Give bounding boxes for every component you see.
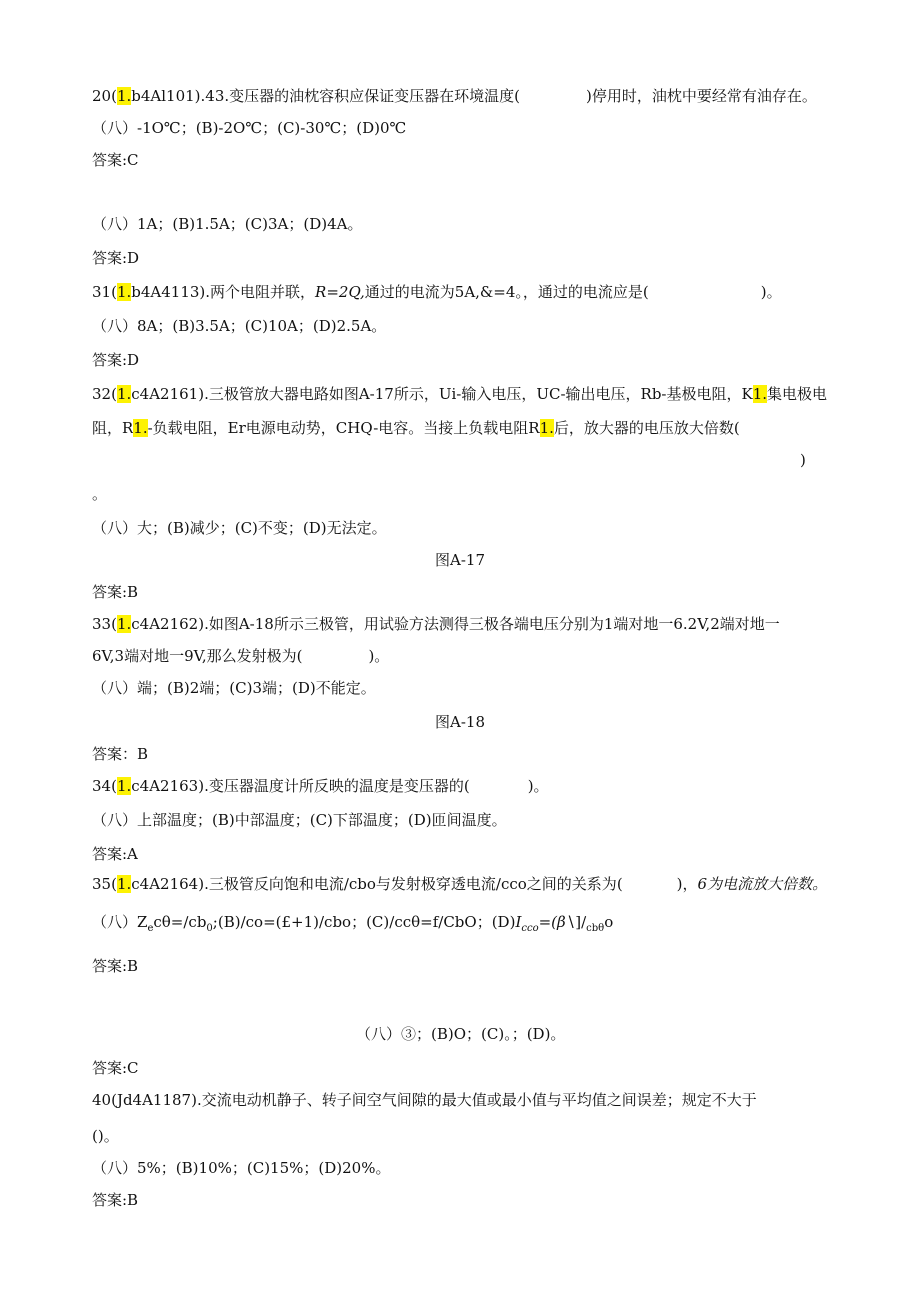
subscript: e xyxy=(147,923,154,934)
question-text: b4Al101).43.变压器的油枕容积应保证变压器在环境温度( xyxy=(131,87,521,105)
question-text: b4A4113).两个电阻并联， xyxy=(131,283,316,301)
question-text: 通过的电流为5A,&=4。，通过的电流应是( xyxy=(364,283,649,301)
question-35-answer: 答案:B xyxy=(92,957,139,975)
question-32-close-paren: ) xyxy=(800,451,806,469)
question-32-options: （八）大；(B)减少；(C)不变；(D)无法定。 xyxy=(92,519,387,537)
figure-caption-a17: 图A-17 xyxy=(435,551,485,569)
question-text: 后，放大器的电压放大倍数( xyxy=(553,419,740,437)
question-40-line-2: ()。 xyxy=(92,1127,119,1145)
question-31-options: （八）8A；(B)3.5A；(C)10A；(D)2.5A。 xyxy=(92,317,387,335)
question-34 xyxy=(92,776,549,796)
question-35 xyxy=(92,874,827,894)
formula: R=2Q, xyxy=(315,283,365,301)
question-text: 集电极电 xyxy=(767,385,828,403)
question-32-answer: 答案:B xyxy=(92,583,139,601)
question-b-answer: 答案:C xyxy=(92,1059,139,1077)
question-a-answer: 答案:D xyxy=(92,249,140,267)
question-33-options: （八）端；(B)2端；(C)3端；(D)不能定。 xyxy=(92,679,376,697)
question-20 xyxy=(92,86,817,106)
question-35-options xyxy=(92,912,613,939)
formula: I xyxy=(515,913,522,931)
highlight: 1. xyxy=(116,87,132,105)
question-text-end: )。 xyxy=(368,647,390,665)
question-text: c4A2161).三极管放大器电路如图A-17所示，Ui-输入电压，UC-输出电压，Rb-基极电阻，K xyxy=(131,385,753,403)
question-33-line-2 xyxy=(92,646,389,666)
highlight: 1. xyxy=(116,615,132,633)
question-20-options: （八）-1O℃；(B)-2O℃；(C)-30℃；(D)0℃ xyxy=(92,119,407,137)
question-40-answer: 答案:B xyxy=(92,1191,139,1209)
question-34-answer: 答案:A xyxy=(92,845,138,863)
option-text: ;(B)∕co=(£+1)/cbo；(C)∕ccθ=f∕CbO；(D) xyxy=(212,913,516,931)
option-text: （八）Z xyxy=(92,913,148,931)
question-20-answer: 答案:C xyxy=(92,151,139,169)
question-31-answer: 答案:D xyxy=(92,351,140,369)
question-number: 31( xyxy=(92,283,117,301)
question-text-end: )。 xyxy=(760,283,782,301)
option-text: cθ=∕cb xyxy=(153,913,207,931)
question-number: 35( xyxy=(92,875,117,893)
subscript: cbθ xyxy=(586,923,605,934)
question-number: 34( xyxy=(92,777,117,795)
figure-caption-a18: 图A-18 xyxy=(435,713,485,731)
question-34-options: （八）上部温度；(B)中部温度；(C)下部温度；(D)匝间温度。 xyxy=(92,811,507,829)
highlight: 1. xyxy=(752,385,768,403)
highlight: 1. xyxy=(116,385,132,403)
question-number: 20( xyxy=(92,87,117,105)
question-40-options: （八）5%；(B)10%；(C)15%；(D)20%。 xyxy=(92,1159,391,1177)
question-number: 33( xyxy=(92,615,117,633)
question-b-options: （八）③；(B)O；(C)。；(D)。 xyxy=(356,1025,566,1043)
question-a-options: （八）1A；(B)1.5A；(C)3A；(D)4A。 xyxy=(92,215,363,233)
question-31 xyxy=(92,282,782,302)
highlight: 1. xyxy=(133,419,148,437)
question-32-period: 。 xyxy=(92,485,108,503)
option-text: o xyxy=(604,913,614,931)
highlight: 1. xyxy=(116,777,132,795)
highlight: 1. xyxy=(539,419,554,437)
option-text: ∖]∕ xyxy=(565,913,587,931)
question-text-end: )， xyxy=(676,875,698,893)
question-text: 阻，R xyxy=(92,419,134,437)
subscript: cco xyxy=(521,923,539,934)
question-text: c4A2162).如图A-18所示三极管，用试验方法测得三极各端电压分别为1端对地一6.2V,2端对地一 xyxy=(131,615,780,633)
question-33-line-1 xyxy=(92,614,780,634)
question-text: 6V,3端对地一9V,那么发射极为( xyxy=(92,647,303,665)
question-text: -负载电阻，Er电源电动势，CHQ-电容。当接上负载电阻R xyxy=(147,419,540,437)
question-number: 32( xyxy=(92,385,117,403)
highlight: 1. xyxy=(116,875,132,893)
highlight: 1. xyxy=(116,283,132,301)
question-32-line-1 xyxy=(92,384,827,404)
italic-note: 6为电流放大倍数。 xyxy=(697,875,828,893)
question-text: c4A2163).变压器温度计所反映的温度是变压器的( xyxy=(131,777,470,795)
question-40-line-1: 40(Jd4A1187).交流电动机静子、转子间空气间隙的最大值或最小值与平均值之间误差；规定不大于 xyxy=(92,1091,757,1109)
question-33-answer: 答案：B xyxy=(92,745,149,763)
subscript: 0 xyxy=(206,923,213,934)
question-text-end: )。 xyxy=(527,777,549,795)
question-32-line-2 xyxy=(92,418,740,438)
question-text: c4A2164).三极管反向饱和电流∕cbo与发射极穿透电流∕cco之间的关系为( xyxy=(131,875,623,893)
question-text-end: )停用时，油枕中要经常有油存在。 xyxy=(586,87,817,105)
formula: =(β xyxy=(538,913,566,931)
